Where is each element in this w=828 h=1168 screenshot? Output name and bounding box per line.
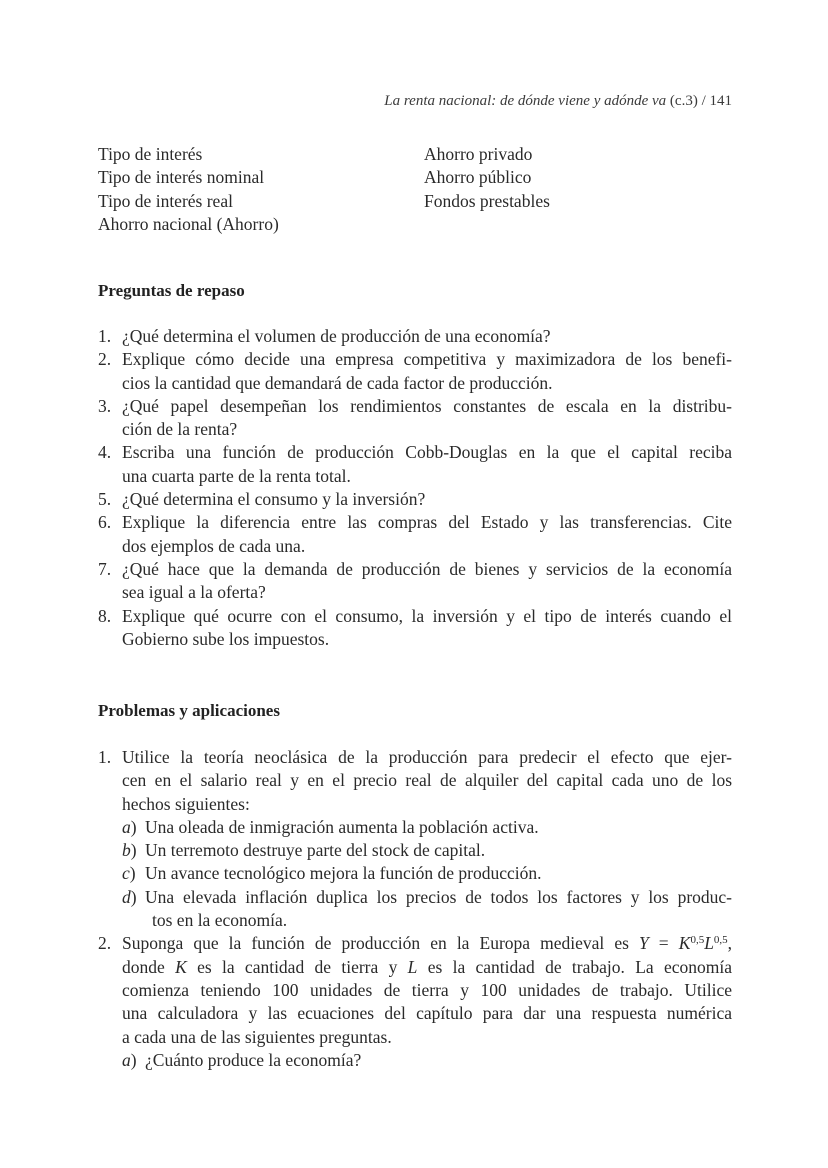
review-questions-list [98,325,732,651]
question-number: 6. [98,512,112,533]
question-number: 2. [98,349,112,370]
key-term: Tipo de interés real [98,190,233,211]
subitem-letter: c) [122,863,136,884]
problems-heading: Problemas y aplicaciones [98,701,280,720]
problem-subitems [122,1049,732,1072]
review-question [98,558,732,605]
review-questions-heading: Preguntas de repaso [98,281,245,300]
question-text: ción de la renta? [122,419,238,440]
question-text: Escriba una función de producción Cobb-Douglas en la que el capital reciba [122,442,732,463]
question-text: ¿Qué hace que la demanda de producción de bienes y servicios de la economía [122,558,732,579]
running-title: La renta nacional: de dónde viene y adónde va [384,93,667,109]
key-term: Tipo de interés [98,144,203,164]
question-text: cios la cantidad que demandará de cada factor de producción. [122,372,553,393]
key-term: Tipo de interés nominal [98,167,265,188]
problem-number: 2. [98,933,112,954]
problem-text: a cada una de las siguientes preguntas. [122,1026,392,1047]
question-text: Explique cómo decide una empresa competitiva y maximizadora de los benefi- [122,349,732,370]
subitem-text: Una oleada de inmigración aumenta la población activa. [145,816,539,837]
review-question [98,441,732,488]
problem-text: comienza teniendo 100 unidades de tierra y 100 unidades de trabajo. Utilice [122,979,732,1000]
problem-item [98,746,732,932]
question-text: Explique la diferencia entre las compras del Estado y las transferencias. Cite [122,512,732,533]
question-number: 8. [98,605,112,626]
problem-text: Suponga que la función de producción en la Europa medieval es $Y = K^{0,5}L^{0,5}$, [122,933,733,954]
problem-subitem [122,839,732,862]
review-question [98,348,732,395]
question-text: sea igual a la oferta? [122,582,266,603]
question-number: 7. [98,558,112,579]
problem-text: cen en el salario real y en el precio real de alquiler del capital cada uno de los [122,770,732,791]
subitem-letter: a) [122,816,137,837]
problem-text: Utilice la teoría neoclásica de la producción para predecir el efecto que ejer- [122,747,732,767]
page-number: 141 [709,93,732,109]
key-term: Fondos prestables [424,190,550,211]
question-number: 4. [98,442,112,463]
key-terms-right-column [424,143,550,213]
key-term: Ahorro nacional (Ahorro) [98,213,279,234]
problem-text: donde K es la cantidad de tierra y L es la cantidad de trabajo. La economía [122,956,733,977]
key-term: Ahorro público [424,167,532,188]
subitem-text: Un avance tecnológico mejora la función de producción. [145,863,542,884]
question-number: 3. [98,395,112,416]
review-question [98,511,732,558]
review-question [98,395,732,442]
question-text: ¿Qué determina el consumo y la inversión? [122,489,426,510]
subitem-letter: a) [122,1049,137,1070]
problem-number: 1. [98,747,112,767]
problems-list [98,746,732,1072]
running-header [384,93,732,110]
question-text: ¿Qué determina el volumen de producción de una economía? [122,326,551,346]
subitem-letter: d) [122,886,137,907]
key-terms-left-column [98,143,279,236]
key-term: Ahorro privado [424,144,533,164]
question-number: 1. [98,326,112,346]
problem-text: una calculadora y las ecuaciones del capítulo para dar una respuesta numérica [122,1003,732,1024]
problem-text: hechos siguientes: [122,793,250,814]
problem-subitem [122,816,732,839]
subitem-text: tos en la economía. [152,910,288,931]
problem-subitems [122,816,732,932]
subitem-text: Una elevada inflación duplica los precios de todos los factores y los produc- [145,886,732,907]
question-number: 5. [98,489,112,510]
question-text: una cuarta parte de la renta total. [122,465,351,486]
review-question [98,325,732,348]
question-text: Gobierno sube los impuestos. [122,628,330,649]
problem-subitem [122,1049,732,1072]
chapter-ref: (c.3) [669,93,698,109]
production-function-formula: $Y = K^{0,5}L^{0,5}$, [638,933,733,954]
problem-subitem [122,886,732,933]
review-question [98,488,732,511]
problem-item [98,932,732,1072]
question-text: ¿Qué papel desempeñan los rendimientos constantes de escala en la distribu- [122,395,732,416]
subitem-text: ¿Cuánto produce la economía? [145,1049,362,1070]
review-question [98,605,732,652]
subitem-text: Un terremoto destruye parte del stock de capital. [145,840,486,861]
subitem-letter: b) [122,840,137,861]
question-text: Explique qué ocurre con el consumo, la inversión y el tipo de interés cuando el [122,605,732,626]
problem-subitem [122,862,732,885]
question-text: dos ejemplos de cada una. [122,535,306,556]
header-separator: / [701,93,706,109]
